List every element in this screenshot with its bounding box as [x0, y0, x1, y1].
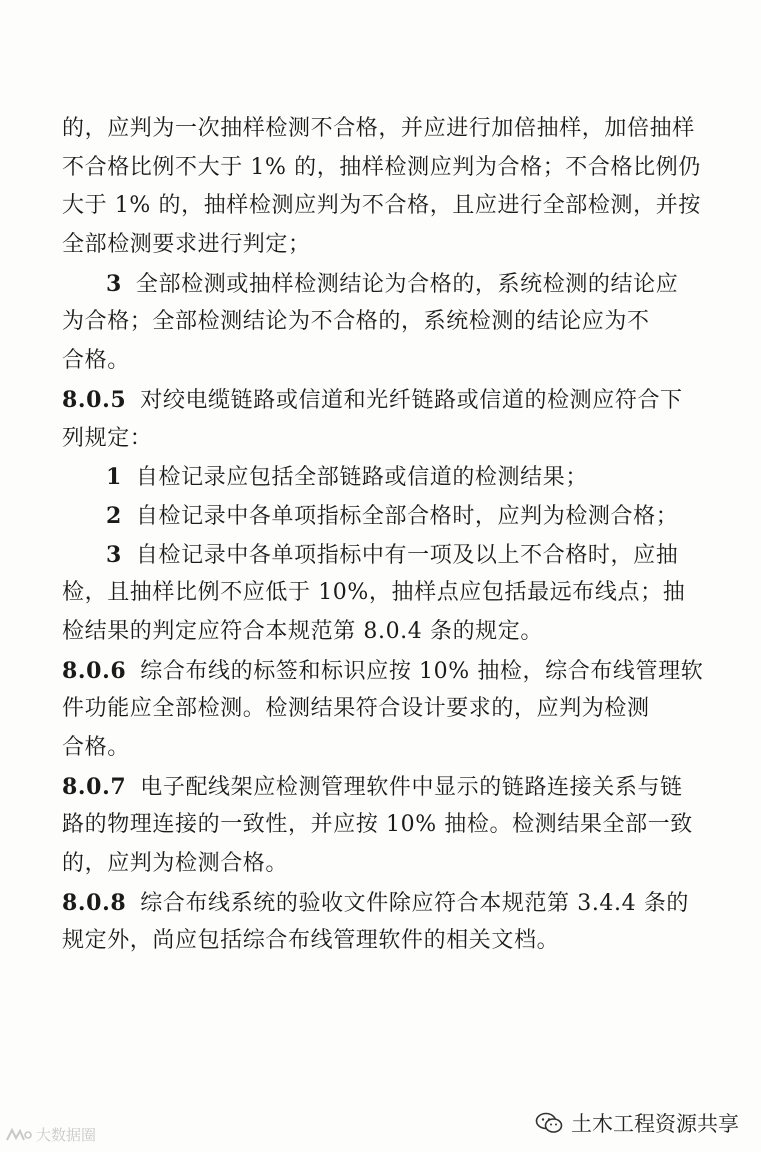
item-number: 3	[106, 270, 122, 297]
item-text: 自检记录中各单项指标全部合格时，应判为检测合格；	[135, 503, 679, 529]
document-page	[62, 110, 704, 961]
text-line: 件功能应全部检测。检测结果符合设计要求的，应判为检测	[62, 696, 650, 722]
watermark-text: 大数据圈	[36, 1126, 97, 1144]
text-line: 不合格比例不大于 1% 的，抽样检测应判为合格；不合格比例仍	[62, 154, 701, 180]
item-number: 3	[106, 541, 122, 568]
wechat-icon	[535, 1112, 563, 1134]
list-item	[62, 497, 696, 536]
item-text: 全部检测或抽样检测结论为合格的，系统检测的结论应	[135, 271, 679, 297]
clause-text: 电子配线架应检测管理软件中显示的链路连接关系与链	[140, 774, 683, 800]
text-line: 检，且抽样比例不应低于 10%，抽样点应包括最远布线点；抽	[62, 580, 686, 606]
clause-text: 综合布线系统的验收文件除应符合本规范第 3.4.4 条的	[140, 890, 690, 916]
clause-text: 综合布线的标签和标识应按 10% 抽检，综合布线管理软	[140, 658, 704, 684]
clause-number: 8.0.8	[62, 889, 127, 916]
item-text: 自检记录应包括全部链路或信道的检测结果；	[135, 465, 588, 491]
clause-807	[62, 768, 696, 807]
text-line: 大于 1% 的，抽样检测应判为不合格，且应进行全部检测，并按	[62, 193, 701, 219]
text-line: 全部检测要求进行判定；	[62, 232, 311, 258]
watermark-left	[4, 1124, 96, 1145]
clause-number: 8.0.6	[62, 657, 127, 684]
item-number: 2	[106, 502, 122, 529]
text-line: 列规定：	[62, 425, 153, 451]
clause-number: 8.0.7	[62, 773, 127, 800]
clause-808	[62, 884, 696, 923]
text-line: 路的物理连接的一致性，并应按 10% 抽检。检测结果全部一致	[62, 812, 693, 838]
clause-805	[62, 381, 696, 420]
text-line: 的，应判为一次抽样检测不合格，并应进行加倍抽样，加倍抽样	[62, 116, 695, 141]
text-line: 为合格；全部检测结论为不合格的，系统检测的结论应为不	[62, 309, 650, 335]
text-line: 的，应判为检测合格。	[62, 851, 289, 877]
text-line: 合格。	[62, 735, 130, 760]
clause-806	[62, 652, 704, 691]
item-number: 1	[106, 464, 122, 491]
text-line: 规定外，尚应包括综合布线管理软件的相关文档。	[62, 928, 560, 954]
list-item	[62, 265, 696, 304]
item-text: 自检记录中各单项指标中有一项及以上不合格时，应抽	[135, 542, 679, 568]
clause-text: 对绞电缆链路或信道和光纤链路或信道的检测应符合下	[140, 387, 683, 413]
clause-number: 8.0.5	[62, 386, 127, 413]
watermark-text: 土木工程资源共享	[571, 1112, 739, 1136]
list-item	[62, 536, 696, 575]
list-item	[62, 458, 696, 497]
watermark-right	[535, 1105, 739, 1141]
text-line: 检结果的判定应符合本规范第 8.0.4 条的规定。	[62, 618, 543, 644]
logo-icon	[4, 1127, 32, 1143]
text-line: 合格。	[62, 348, 130, 374]
